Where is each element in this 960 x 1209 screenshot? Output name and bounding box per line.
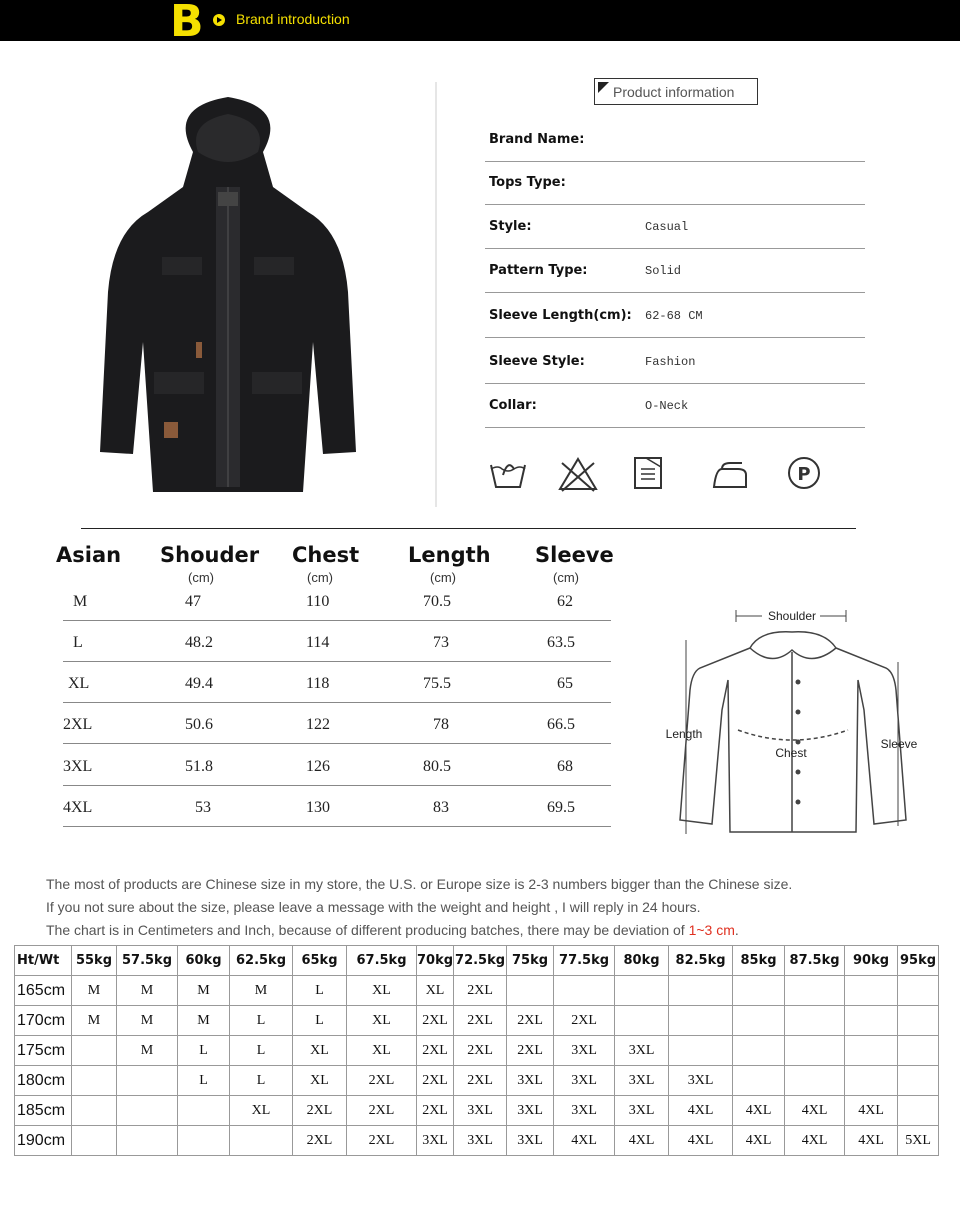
size-header-shoulder: Shouder	[160, 543, 260, 567]
section-divider	[81, 528, 856, 529]
table-row: 175cm M L L XL XL 2XL 2XL 2XL 3XL 3XL	[15, 1036, 939, 1066]
unit-label: (cm)	[188, 570, 214, 585]
iron-icon	[710, 455, 750, 491]
table-row: 170cm M M M L L XL 2XL 2XL 2XL 2XL	[15, 1006, 939, 1036]
size-header-sleeve: Sleeve	[535, 543, 614, 567]
shoulder-label: Shoulder	[767, 609, 817, 623]
brand-badge: B	[170, 0, 204, 47]
play-icon	[213, 14, 225, 26]
info-row-tops-type: Tops Type:	[485, 161, 865, 205]
tumble-dry-icon	[632, 455, 664, 491]
size-row: 2XL 50.6 122 78 66.5	[63, 703, 611, 744]
size-row: M 47 110 70.5 62	[63, 580, 611, 621]
brand-header	[0, 0, 960, 47]
unit-label: (cm)	[430, 570, 456, 585]
size-header-asian: Asian	[56, 543, 122, 567]
table-row: 165cm M M M M L XL XL 2XL	[15, 976, 939, 1006]
table-row: 190cm 2XL 2XL 3XL 3XL 3XL 4XL 4XL 4XL 4XL 4XL 4XL 5XL	[15, 1126, 939, 1156]
length-label: Length	[665, 727, 703, 741]
hand-wash-icon	[488, 455, 528, 495]
chest-label: Chest	[775, 746, 807, 760]
table-row: 180cm L L XL 2XL 2XL 2XL 3XL 3XL 3XL 3XL	[15, 1066, 939, 1096]
size-note-3: The chart is in Centimeters and Inch, because of different producing batches, there may be deviation of 1~3 cm.	[46, 922, 739, 938]
size-header-chest: Chest	[292, 543, 360, 567]
sleeve-label: Sleeve	[880, 737, 918, 751]
size-row: 3XL 51.8 126 80.5 68	[63, 745, 611, 786]
info-row-pattern-type: Pattern Type: Solid	[485, 249, 865, 293]
dry-clean-icon	[786, 455, 822, 491]
vertical-divider	[435, 82, 437, 507]
jacket-image	[98, 92, 358, 492]
measurement-diagram	[660, 600, 920, 845]
corner-mark-icon	[598, 82, 609, 93]
info-row-brand-name: Brand Name:	[485, 118, 865, 162]
no-bleach-icon	[556, 455, 600, 495]
table-header-row: Ht/Wt 55kg 57.5kg 60kg 62.5kg 65kg 67.5kg 70kg 72.5kg 75kg 77.5kg 80kg 82.5kg 85kg 87.5kg 90kg 95kg	[15, 946, 939, 976]
care-icons	[488, 455, 828, 495]
size-row: XL 49.4 118 75.5 65	[63, 662, 611, 703]
info-row-style: Style: Casual	[485, 205, 865, 249]
size-row: 4XL 53 130 83 69.5	[63, 786, 611, 827]
brand-intro-title: Brand introduction	[236, 11, 350, 27]
info-row-sleeve-style: Sleeve Style: Fashion	[485, 340, 865, 384]
product-info-title: Product information	[594, 78, 758, 105]
size-note-1: The most of products are Chinese size in my store, the U.S. or Europe size is 2-3 numbers bigger than the Chinese size.	[46, 876, 793, 892]
size-header-length: Length	[408, 543, 491, 567]
info-row-sleeve-length: Sleeve Length(cm): 62-68 CM	[485, 294, 865, 338]
deviation-highlight: 1~3 cm	[688, 922, 735, 938]
size-note-2: If you not sure about the size, please leave a message with the weight and height , I will reply in 24 hours.	[46, 899, 701, 915]
size-row: L 48.2 114 73 63.5	[63, 621, 611, 662]
unit-label: (cm)	[553, 570, 579, 585]
unit-label: (cm)	[307, 570, 333, 585]
info-row-collar: Collar: O-Neck	[485, 384, 865, 428]
table-row: 185cm XL 2XL 2XL 2XL 3XL 3XL 3XL 3XL 4XL 4XL 4XL 4XL	[15, 1096, 939, 1126]
height-weight-table	[14, 945, 939, 1156]
svg-text:P: P	[797, 464, 811, 485]
